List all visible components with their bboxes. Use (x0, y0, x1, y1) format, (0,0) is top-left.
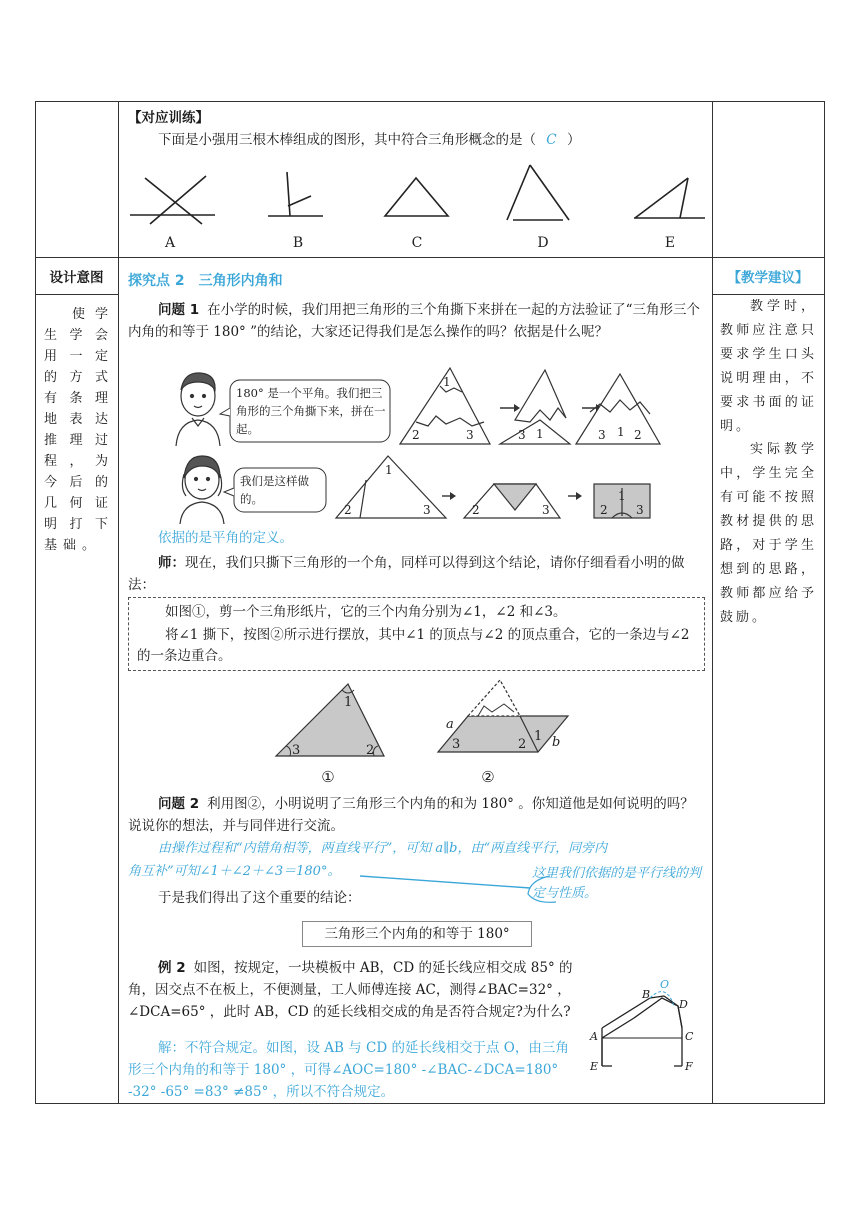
figure-d-line-2 (530, 165, 569, 220)
method-box (128, 597, 705, 671)
svg-text:D: D (679, 998, 688, 1011)
fold1-angle-1: 1 (385, 463, 393, 477)
tri1-angle-2: 2 (412, 428, 420, 442)
svg-text:b: b (552, 735, 561, 750)
handwritten-note: 这里我们依据的是平行线的判定与性质。 (532, 866, 702, 901)
svg-text:E: E (590, 1060, 599, 1073)
teaching-advice-para-1: 教学时，教师应注意只要求学生口头说明理由，不要求书面的证明。 (720, 299, 817, 434)
teaching-advice-header: 【教学建议】 (727, 270, 809, 286)
teaching-advice-para-2: 实际教学中，学生完全有可能不按照教材提供的思路，对于学生想到的思路，教师都应给予鼓励。 (720, 442, 817, 625)
note-arrow (360, 870, 560, 910)
fold3-angle-2: 2 (600, 503, 608, 517)
figure-label-2: ② (481, 768, 495, 786)
option-a-label: A (164, 235, 176, 251)
question-2 (128, 793, 706, 837)
example-2 (128, 957, 576, 1023)
method-line-1: 如图①，剪一个三角形纸片，它的三个内角分别为∠1，∠2 和∠3。 (165, 604, 567, 620)
figure-label-1: ① (321, 768, 335, 786)
conclusion-intro: 于是我们得出了这个重要的结论： (158, 890, 361, 906)
template-figure (582, 976, 706, 1076)
teacher-remark (128, 552, 706, 596)
design-intent-header: 设计意图 (49, 270, 104, 286)
boy-speech-bubble: 180° 是一个平角。我们把三角形的三个角撕下来，拼在一起。 (236, 386, 386, 436)
fold2-angle-3: 3 (542, 503, 550, 517)
figure-b-line-3 (288, 196, 311, 206)
fig2-angle-1: 1 (534, 729, 543, 744)
tri1-angle-3: 3 (466, 428, 474, 442)
figure-a-line-2 (145, 178, 202, 224)
training-question-end: ） (566, 132, 581, 148)
svg-text:a: a (446, 717, 454, 732)
tri1-angle-1: 1 (443, 375, 451, 389)
tri3-angle-3: 3 (598, 428, 606, 442)
fold2-angle-2: 2 (472, 503, 480, 517)
tri3-angle-1: 1 (617, 425, 625, 439)
training-question-text: 下面是小强用三根木棒组成的图形，其中符合三角形概念的是（ (158, 132, 536, 148)
tri2-angle-3: 3 (518, 428, 526, 442)
question-2-label: 问题 2 (158, 796, 200, 812)
answer-1: 依据的是平角的定义。 (158, 530, 293, 546)
stick-figures (120, 158, 710, 256)
question-1-text: 在小学的时候，我们用把三角形的三个角撕下来拼在一起的方法验证了“三角形三个内角的和等于 180° ”的结论，大家还记得我们是怎么操作的吗？依据是什么呢？ (128, 302, 700, 340)
svg-text:F: F (685, 1060, 693, 1073)
training-question (158, 130, 580, 151)
girl-speech-bubble: 我们是这样做的。 (240, 474, 309, 506)
example-2-text: 如图，按规定，一块模板中 AB，CD 的延长线应相交成 85° 的角，因交点不在板上，不便测量，工人师傅连接 AC，测得∠BAC=32° ，∠DCA=65° ，此时 AB，CD 的延长线相交成的角是否符合规定?为什么? (128, 960, 573, 1020)
teacher-text: 现在，我们只撕下三角形的一个角，同样可以得到这个结论，请你仔细看看小明的做法： (128, 555, 685, 593)
fig2-angle-3: 3 (452, 737, 461, 752)
figure-e-line-2 (635, 178, 688, 218)
teacher-label: 师： (158, 555, 185, 571)
figure-c-triangle (385, 178, 448, 216)
fold1-angle-3: 3 (423, 503, 431, 517)
option-b-label: B (292, 235, 304, 251)
fold-angles-illustration (330, 452, 660, 524)
triangle-figures (270, 676, 580, 788)
option-c-label: C (411, 235, 423, 251)
fig1-angle-3: 3 (292, 743, 301, 758)
fold3-angle-3: 3 (636, 503, 644, 517)
template-outline (602, 998, 682, 1066)
section-title: 探究点 2 三角形内角和 (128, 273, 283, 289)
svg-text:A: A (590, 1030, 598, 1043)
handwritten-answer-line-2: 角互补”可知∠1＋∠2＋∠3＝180°。 (128, 864, 341, 879)
design-intent-note: 使学生学会用一定的方式有条理地表达推理过程，为今后的几何证明打下基础。 (44, 307, 114, 553)
option-e-label: E (664, 235, 676, 251)
tri2-angle-1: 1 (536, 427, 544, 441)
example-2-label: 例 2 (158, 960, 186, 976)
svg-text:C: C (685, 1030, 694, 1043)
svg-text:B: B (642, 988, 651, 1001)
handwritten-answer-line-1: 由操作过程和“内错角相等，两直线平行”，可知 a∥b，由“两直线平行，同旁内 (158, 841, 608, 856)
option-d-label: D (537, 235, 549, 251)
method-line-2: 将∠1 撕下，按图②所示进行摆放，其中∠1 的顶点与∠2 的顶点重合，它的一条边与∠2 的一条边重合。 (137, 627, 690, 664)
question-1-label: 问题 1 (158, 302, 200, 318)
girl-icon (180, 456, 224, 524)
example-2-solution: 解：不符合规定。如图，设 AB 与 CD 的延长线相交于点 O，由三角形三个内角的和等于 180° ，可得∠AOC=180° -∠BAC-∠DCA=180° -32° -65° =83° ≠85° ，所以不符合规定。 (128, 1040, 569, 1100)
fig1-angle-2: 2 (366, 743, 375, 758)
fold3-angle-1: 1 (618, 489, 626, 503)
fold1-angle-2: 2 (344, 503, 352, 517)
figure-a-line-3 (150, 176, 206, 224)
figure-d-line-1 (507, 165, 530, 220)
fig1-angle-1: 1 (344, 695, 353, 710)
training-answer: C (546, 132, 557, 148)
question-1 (128, 299, 706, 343)
conclusion-box: 三角形三个内角的和等于 180° (302, 921, 532, 947)
training-heading: 【对应训练】 (128, 110, 209, 126)
svg-text:O: O (660, 978, 670, 991)
boy-icon (176, 373, 220, 446)
tri3-angle-2: 2 (634, 428, 642, 442)
question-2-text: 利用图②，小明说明了三角形三个内角的和为 180° 。你知道他是如何说明的吗？说说你的想法，并与同伴进行交流。 (128, 796, 694, 834)
figure-b-line-2 (287, 172, 290, 216)
fig2-angle-2: 2 (518, 737, 527, 752)
